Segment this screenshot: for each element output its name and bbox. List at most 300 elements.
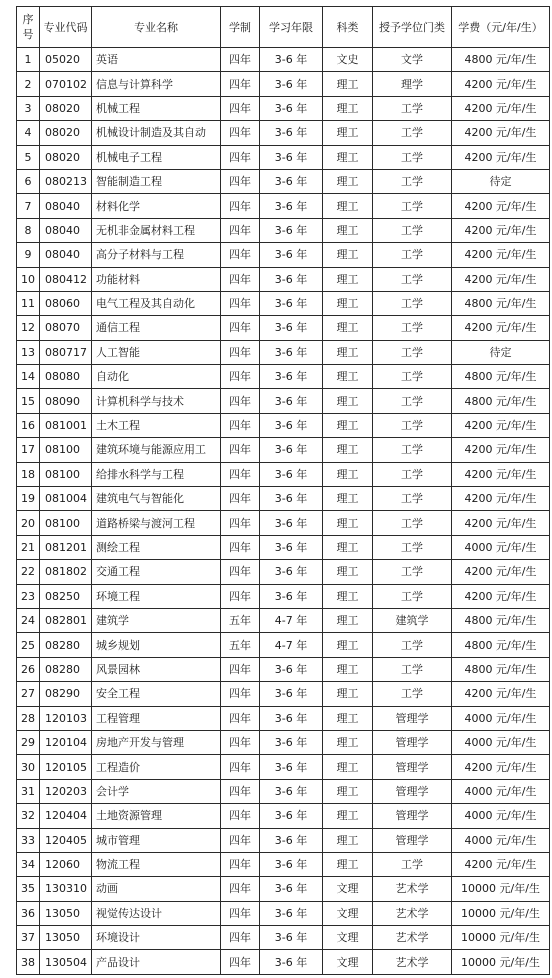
cell-name: 视觉传达设计	[92, 901, 221, 925]
table-row	[17, 584, 550, 608]
cell-fee: 10000 元/年/生	[452, 950, 550, 974]
cell-code: 081004	[40, 487, 92, 511]
cell-years: 3-6 年	[260, 560, 323, 584]
cell-years: 3-6 年	[260, 828, 323, 852]
cell-years: 4-7 年	[260, 608, 323, 632]
header-category: 科类	[323, 7, 373, 48]
cell-index: 1	[17, 48, 40, 72]
cell-name: 环境设计	[92, 926, 221, 950]
cell-category: 文史	[323, 48, 373, 72]
cell-name: 通信工程	[92, 316, 221, 340]
cell-code: 08280	[40, 657, 92, 681]
cell-code: 082801	[40, 608, 92, 632]
cell-years: 3-6 年	[260, 511, 323, 535]
cell-duration: 四年	[221, 121, 260, 145]
cell-degree: 工学	[373, 243, 452, 267]
cell-years: 3-6 年	[260, 462, 323, 486]
cell-index: 5	[17, 145, 40, 169]
cell-years: 3-6 年	[260, 730, 323, 754]
cell-years: 3-6 年	[260, 389, 323, 413]
cell-degree: 艺术学	[373, 877, 452, 901]
cell-duration: 四年	[221, 169, 260, 193]
cell-name: 材料化学	[92, 194, 221, 218]
cell-fee: 4800 元/年/生	[452, 365, 550, 389]
cell-duration: 四年	[221, 413, 260, 437]
table-row	[17, 901, 550, 925]
cell-degree: 工学	[373, 389, 452, 413]
cell-name: 建筑电气与智能化	[92, 487, 221, 511]
cell-index: 21	[17, 535, 40, 559]
cell-years: 3-6 年	[260, 706, 323, 730]
cell-degree: 艺术学	[373, 901, 452, 925]
cell-duration: 四年	[221, 755, 260, 779]
cell-degree: 工学	[373, 169, 452, 193]
cell-years: 3-6 年	[260, 145, 323, 169]
table-row	[17, 72, 550, 96]
cell-years: 3-6 年	[260, 72, 323, 96]
cell-fee: 4800 元/年/生	[452, 657, 550, 681]
cell-years: 3-6 年	[260, 901, 323, 925]
cell-degree: 管理学	[373, 706, 452, 730]
cell-degree: 工学	[373, 121, 452, 145]
table-row	[17, 535, 550, 559]
cell-index: 30	[17, 755, 40, 779]
cell-years: 3-6 年	[260, 584, 323, 608]
cell-category: 理工	[323, 633, 373, 657]
cell-degree: 工学	[373, 657, 452, 681]
cell-category: 理工	[323, 779, 373, 803]
cell-years: 3-6 年	[260, 779, 323, 803]
cell-category: 理工	[323, 852, 373, 876]
cell-duration: 四年	[221, 218, 260, 242]
cell-category: 理工	[323, 828, 373, 852]
cell-code: 081001	[40, 413, 92, 437]
cell-name: 自动化	[92, 365, 221, 389]
cell-fee: 待定	[452, 340, 550, 364]
cell-years: 3-6 年	[260, 121, 323, 145]
cell-category: 文理	[323, 877, 373, 901]
cell-category: 理工	[323, 706, 373, 730]
header-years: 学习年限	[260, 7, 323, 48]
cell-name: 风景园林	[92, 657, 221, 681]
table-row	[17, 243, 550, 267]
cell-duration: 四年	[221, 511, 260, 535]
header-fee: 学费（元/年/生）	[452, 7, 550, 48]
cell-duration: 四年	[221, 804, 260, 828]
table-row	[17, 926, 550, 950]
cell-code: 08020	[40, 145, 92, 169]
cell-code: 08100	[40, 438, 92, 462]
table-row	[17, 291, 550, 315]
cell-name: 建筑学	[92, 608, 221, 632]
cell-years: 3-6 年	[260, 926, 323, 950]
cell-index: 14	[17, 365, 40, 389]
cell-name: 会计学	[92, 779, 221, 803]
cell-index: 33	[17, 828, 40, 852]
cell-degree: 艺术学	[373, 950, 452, 974]
cell-index: 16	[17, 413, 40, 437]
cell-index: 19	[17, 487, 40, 511]
cell-years: 3-6 年	[260, 316, 323, 340]
cell-code: 080412	[40, 267, 92, 291]
cell-index: 35	[17, 877, 40, 901]
cell-fee: 4200 元/年/生	[452, 72, 550, 96]
cell-fee: 4200 元/年/生	[452, 413, 550, 437]
cell-index: 32	[17, 804, 40, 828]
cell-years: 3-6 年	[260, 340, 323, 364]
table-row	[17, 316, 550, 340]
table-row	[17, 657, 550, 681]
cell-duration: 四年	[221, 365, 260, 389]
cell-duration: 四年	[221, 487, 260, 511]
header-index: 序号	[17, 7, 40, 48]
table-row	[17, 682, 550, 706]
cell-category: 理工	[323, 438, 373, 462]
cell-duration: 四年	[221, 96, 260, 120]
cell-years: 3-6 年	[260, 535, 323, 559]
cell-code: 120104	[40, 730, 92, 754]
cell-name: 产品设计	[92, 950, 221, 974]
header-code: 专业代码	[40, 7, 92, 48]
header-row	[17, 7, 550, 48]
cell-category: 理工	[323, 413, 373, 437]
cell-degree: 工学	[373, 511, 452, 535]
cell-name: 英语	[92, 48, 221, 72]
cell-degree: 工学	[373, 584, 452, 608]
cell-category: 理工	[323, 487, 373, 511]
program-fee-table-sheet	[16, 6, 549, 975]
program-fee-table	[16, 6, 550, 975]
cell-degree: 管理学	[373, 804, 452, 828]
cell-duration: 四年	[221, 706, 260, 730]
cell-duration: 四年	[221, 316, 260, 340]
table-row	[17, 804, 550, 828]
cell-fee: 4800 元/年/生	[452, 291, 550, 315]
cell-duration: 四年	[221, 389, 260, 413]
cell-degree: 工学	[373, 682, 452, 706]
cell-name: 建筑环境与能源应用工	[92, 438, 221, 462]
cell-category: 理工	[323, 340, 373, 364]
cell-duration: 四年	[221, 682, 260, 706]
cell-years: 3-6 年	[260, 96, 323, 120]
cell-duration: 四年	[221, 462, 260, 486]
cell-index: 3	[17, 96, 40, 120]
table-row	[17, 828, 550, 852]
cell-index: 26	[17, 657, 40, 681]
cell-name: 高分子材料与工程	[92, 243, 221, 267]
cell-degree: 工学	[373, 365, 452, 389]
cell-degree: 管理学	[373, 755, 452, 779]
cell-fee: 4200 元/年/生	[452, 96, 550, 120]
cell-index: 13	[17, 340, 40, 364]
cell-degree: 工学	[373, 462, 452, 486]
cell-name: 环境工程	[92, 584, 221, 608]
cell-code: 120105	[40, 755, 92, 779]
cell-index: 25	[17, 633, 40, 657]
cell-degree: 工学	[373, 194, 452, 218]
table-body	[17, 48, 550, 975]
table-row	[17, 779, 550, 803]
cell-degree: 建筑学	[373, 608, 452, 632]
cell-category: 理工	[323, 804, 373, 828]
cell-index: 22	[17, 560, 40, 584]
table-row	[17, 145, 550, 169]
cell-duration: 四年	[221, 901, 260, 925]
cell-name: 人工智能	[92, 340, 221, 364]
cell-index: 8	[17, 218, 40, 242]
cell-code: 13050	[40, 901, 92, 925]
cell-years: 3-6 年	[260, 218, 323, 242]
cell-fee: 4200 元/年/生	[452, 145, 550, 169]
cell-fee: 10000 元/年/生	[452, 901, 550, 925]
cell-fee: 4200 元/年/生	[452, 852, 550, 876]
cell-name: 安全工程	[92, 682, 221, 706]
cell-index: 20	[17, 511, 40, 535]
header-duration: 学制	[221, 7, 260, 48]
cell-category: 理工	[323, 511, 373, 535]
cell-category: 理工	[323, 291, 373, 315]
cell-degree: 工学	[373, 438, 452, 462]
cell-code: 13050	[40, 926, 92, 950]
cell-code: 08040	[40, 194, 92, 218]
cell-code: 12060	[40, 852, 92, 876]
cell-fee: 4000 元/年/生	[452, 828, 550, 852]
cell-fee: 4000 元/年/生	[452, 730, 550, 754]
cell-fee: 4200 元/年/生	[452, 121, 550, 145]
cell-fee: 10000 元/年/生	[452, 877, 550, 901]
cell-name: 测绘工程	[92, 535, 221, 559]
cell-duration: 四年	[221, 828, 260, 852]
cell-fee: 4200 元/年/生	[452, 560, 550, 584]
cell-name: 物流工程	[92, 852, 221, 876]
cell-category: 理工	[323, 584, 373, 608]
cell-category: 理工	[323, 389, 373, 413]
cell-name: 智能制造工程	[92, 169, 221, 193]
cell-duration: 四年	[221, 852, 260, 876]
table-row	[17, 121, 550, 145]
cell-category: 文理	[323, 926, 373, 950]
cell-name: 机械电子工程	[92, 145, 221, 169]
cell-category: 理工	[323, 657, 373, 681]
cell-code: 08290	[40, 682, 92, 706]
cell-duration: 四年	[221, 535, 260, 559]
cell-degree: 工学	[373, 487, 452, 511]
cell-category: 理工	[323, 72, 373, 96]
cell-years: 3-6 年	[260, 413, 323, 437]
cell-fee: 4200 元/年/生	[452, 243, 550, 267]
cell-years: 3-6 年	[260, 657, 323, 681]
cell-index: 31	[17, 779, 40, 803]
cell-code: 08100	[40, 462, 92, 486]
cell-degree: 工学	[373, 340, 452, 364]
header-degree: 授予学位门类	[373, 7, 452, 48]
cell-name: 计算机科学与技术	[92, 389, 221, 413]
cell-code: 08060	[40, 291, 92, 315]
cell-degree: 工学	[373, 145, 452, 169]
cell-index: 7	[17, 194, 40, 218]
cell-code: 08020	[40, 96, 92, 120]
cell-category: 理工	[323, 169, 373, 193]
cell-index: 23	[17, 584, 40, 608]
table-row	[17, 340, 550, 364]
cell-code: 08250	[40, 584, 92, 608]
cell-duration: 四年	[221, 145, 260, 169]
cell-code: 120405	[40, 828, 92, 852]
cell-index: 34	[17, 852, 40, 876]
cell-category: 理工	[323, 194, 373, 218]
cell-category: 理工	[323, 462, 373, 486]
cell-degree: 文学	[373, 48, 452, 72]
table-row	[17, 413, 550, 437]
cell-code: 130504	[40, 950, 92, 974]
cell-code: 081201	[40, 535, 92, 559]
cell-code: 080213	[40, 169, 92, 193]
cell-years: 3-6 年	[260, 682, 323, 706]
cell-fee: 4000 元/年/生	[452, 779, 550, 803]
cell-index: 11	[17, 291, 40, 315]
cell-category: 理工	[323, 535, 373, 559]
cell-name: 工程管理	[92, 706, 221, 730]
cell-fee: 4800 元/年/生	[452, 389, 550, 413]
cell-category: 理工	[323, 730, 373, 754]
cell-category: 理工	[323, 121, 373, 145]
cell-code: 08020	[40, 121, 92, 145]
cell-duration: 四年	[221, 950, 260, 974]
cell-degree: 管理学	[373, 730, 452, 754]
cell-degree: 工学	[373, 633, 452, 657]
cell-name: 交通工程	[92, 560, 221, 584]
cell-code: 08040	[40, 218, 92, 242]
cell-index: 12	[17, 316, 40, 340]
cell-index: 18	[17, 462, 40, 486]
table-row	[17, 633, 550, 657]
cell-duration: 四年	[221, 194, 260, 218]
cell-code: 08080	[40, 365, 92, 389]
cell-fee: 4200 元/年/生	[452, 682, 550, 706]
cell-duration: 四年	[221, 560, 260, 584]
cell-index: 6	[17, 169, 40, 193]
cell-fee: 10000 元/年/生	[452, 926, 550, 950]
cell-duration: 四年	[221, 340, 260, 364]
cell-category: 理工	[323, 560, 373, 584]
cell-index: 24	[17, 608, 40, 632]
cell-code: 05020	[40, 48, 92, 72]
table-row	[17, 48, 550, 72]
table-row	[17, 706, 550, 730]
cell-fee: 待定	[452, 169, 550, 193]
cell-name: 房地产开发与管理	[92, 730, 221, 754]
cell-years: 3-6 年	[260, 804, 323, 828]
header-name: 专业名称	[92, 7, 221, 48]
cell-years: 3-6 年	[260, 852, 323, 876]
cell-degree: 工学	[373, 535, 452, 559]
cell-years: 3-6 年	[260, 267, 323, 291]
table-row	[17, 511, 550, 535]
cell-index: 9	[17, 243, 40, 267]
cell-index: 28	[17, 706, 40, 730]
cell-duration: 四年	[221, 243, 260, 267]
cell-degree: 理学	[373, 72, 452, 96]
cell-degree: 管理学	[373, 779, 452, 803]
cell-code: 130310	[40, 877, 92, 901]
cell-name: 机械设计制造及其自动	[92, 121, 221, 145]
cell-name: 动画	[92, 877, 221, 901]
cell-degree: 工学	[373, 291, 452, 315]
cell-code: 120103	[40, 706, 92, 730]
cell-duration: 五年	[221, 608, 260, 632]
cell-degree: 工学	[373, 218, 452, 242]
cell-index: 36	[17, 901, 40, 925]
cell-code: 08100	[40, 511, 92, 535]
table-row	[17, 96, 550, 120]
cell-name: 信息与计算科学	[92, 72, 221, 96]
cell-category: 理工	[323, 682, 373, 706]
cell-category: 理工	[323, 218, 373, 242]
cell-code: 080717	[40, 340, 92, 364]
cell-index: 4	[17, 121, 40, 145]
cell-duration: 四年	[221, 48, 260, 72]
cell-duration: 四年	[221, 72, 260, 96]
cell-name: 道路桥梁与渡河工程	[92, 511, 221, 535]
table-row	[17, 560, 550, 584]
cell-fee: 4000 元/年/生	[452, 535, 550, 559]
cell-name: 功能材料	[92, 267, 221, 291]
cell-category: 理工	[323, 96, 373, 120]
cell-years: 3-6 年	[260, 950, 323, 974]
cell-years: 3-6 年	[260, 194, 323, 218]
cell-degree: 艺术学	[373, 926, 452, 950]
cell-fee: 4200 元/年/生	[452, 755, 550, 779]
cell-duration: 四年	[221, 267, 260, 291]
cell-years: 3-6 年	[260, 365, 323, 389]
cell-index: 29	[17, 730, 40, 754]
cell-fee: 4200 元/年/生	[452, 218, 550, 242]
cell-degree: 管理学	[373, 828, 452, 852]
cell-duration: 四年	[221, 877, 260, 901]
cell-name: 城乡规划	[92, 633, 221, 657]
cell-category: 理工	[323, 243, 373, 267]
cell-degree: 工学	[373, 96, 452, 120]
table-row	[17, 462, 550, 486]
cell-duration: 四年	[221, 291, 260, 315]
cell-fee: 4200 元/年/生	[452, 267, 550, 291]
cell-index: 2	[17, 72, 40, 96]
table-row	[17, 389, 550, 413]
cell-years: 3-6 年	[260, 877, 323, 901]
cell-degree: 工学	[373, 560, 452, 584]
cell-duration: 五年	[221, 633, 260, 657]
cell-category: 文理	[323, 950, 373, 974]
cell-fee: 4200 元/年/生	[452, 194, 550, 218]
cell-fee: 4800 元/年/生	[452, 608, 550, 632]
cell-fee: 4200 元/年/生	[452, 487, 550, 511]
cell-degree: 工学	[373, 413, 452, 437]
cell-years: 3-6 年	[260, 755, 323, 779]
cell-degree: 工学	[373, 852, 452, 876]
table-row	[17, 608, 550, 632]
cell-years: 3-6 年	[260, 291, 323, 315]
cell-years: 3-6 年	[260, 243, 323, 267]
cell-degree: 工学	[373, 316, 452, 340]
cell-fee: 4000 元/年/生	[452, 804, 550, 828]
cell-code: 081802	[40, 560, 92, 584]
cell-duration: 四年	[221, 584, 260, 608]
cell-category: 理工	[323, 365, 373, 389]
cell-duration: 四年	[221, 657, 260, 681]
cell-years: 3-6 年	[260, 487, 323, 511]
cell-index: 15	[17, 389, 40, 413]
cell-index: 37	[17, 926, 40, 950]
